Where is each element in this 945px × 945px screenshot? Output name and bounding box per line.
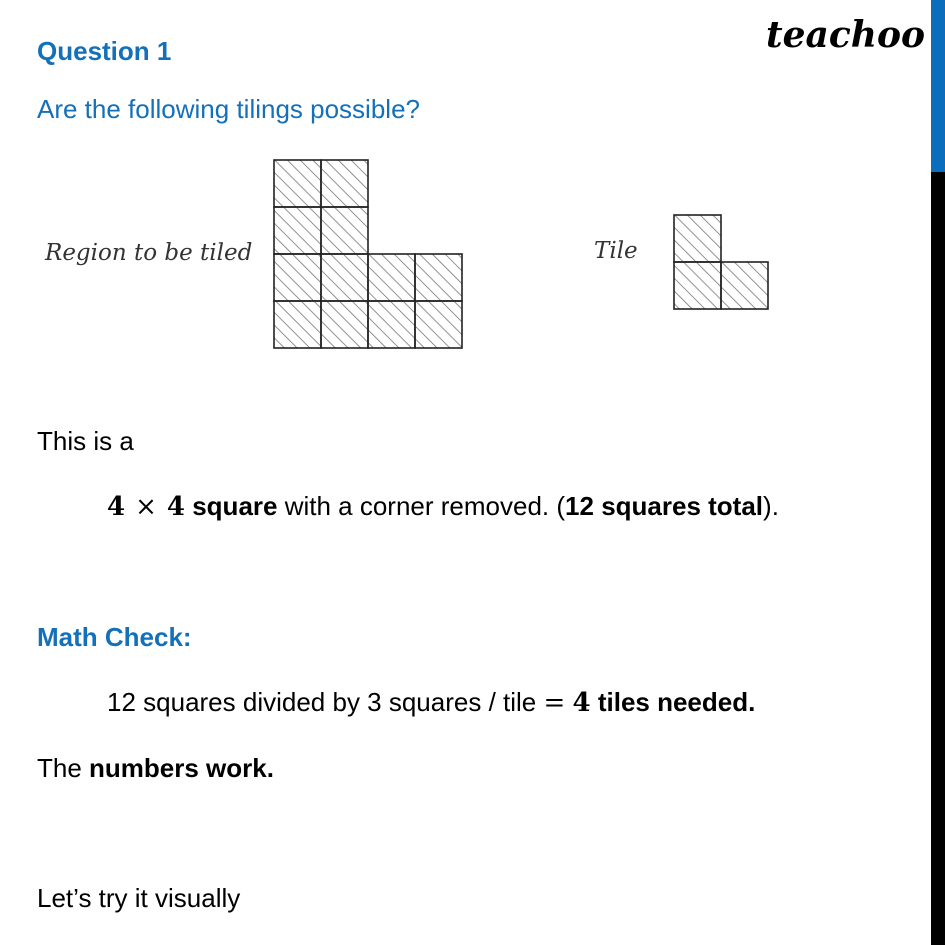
- math-check-line: [107, 687, 755, 718]
- tile-label: Tile: [594, 238, 638, 264]
- teachoo-logo: teachoo: [766, 14, 925, 56]
- numbers-work-bold: numbers work.: [89, 753, 274, 783]
- body-line-2: [107, 491, 779, 522]
- question-title: Question 1: [37, 36, 172, 66]
- tiles-needed-text: tiles needed.: [590, 687, 756, 717]
- math-4b: 4: [166, 492, 185, 522]
- numbers-work-line: [37, 753, 274, 784]
- sidebar-accent-black: [931, 172, 945, 945]
- text-close: ).: [763, 491, 779, 521]
- division-text: 12 squares divided by 3 squares / tile: [107, 687, 544, 717]
- region-label: Region to be tiled: [45, 240, 253, 266]
- region-figure: [272, 158, 466, 350]
- body-line-1: This is a: [37, 426, 134, 456]
- question-prompt: Are the following tilings possible?: [37, 94, 420, 124]
- tiles-count: 4: [572, 688, 591, 718]
- math-4a: 4: [107, 492, 126, 522]
- times-symbol: ×: [135, 492, 157, 522]
- equals-symbol: =: [543, 688, 566, 718]
- bold-square: square: [192, 491, 278, 521]
- math-check-heading: Math Check:: [37, 622, 192, 652]
- closing-line: Let’s try it visually: [37, 883, 241, 913]
- tile-figure: [672, 213, 770, 311]
- numbers-prefix: The: [37, 753, 90, 783]
- sidebar-accent-blue: [931, 0, 945, 172]
- bold-12-squares: 12 squares total: [565, 491, 764, 521]
- text-corner-removed: with a corner removed. (: [277, 491, 566, 521]
